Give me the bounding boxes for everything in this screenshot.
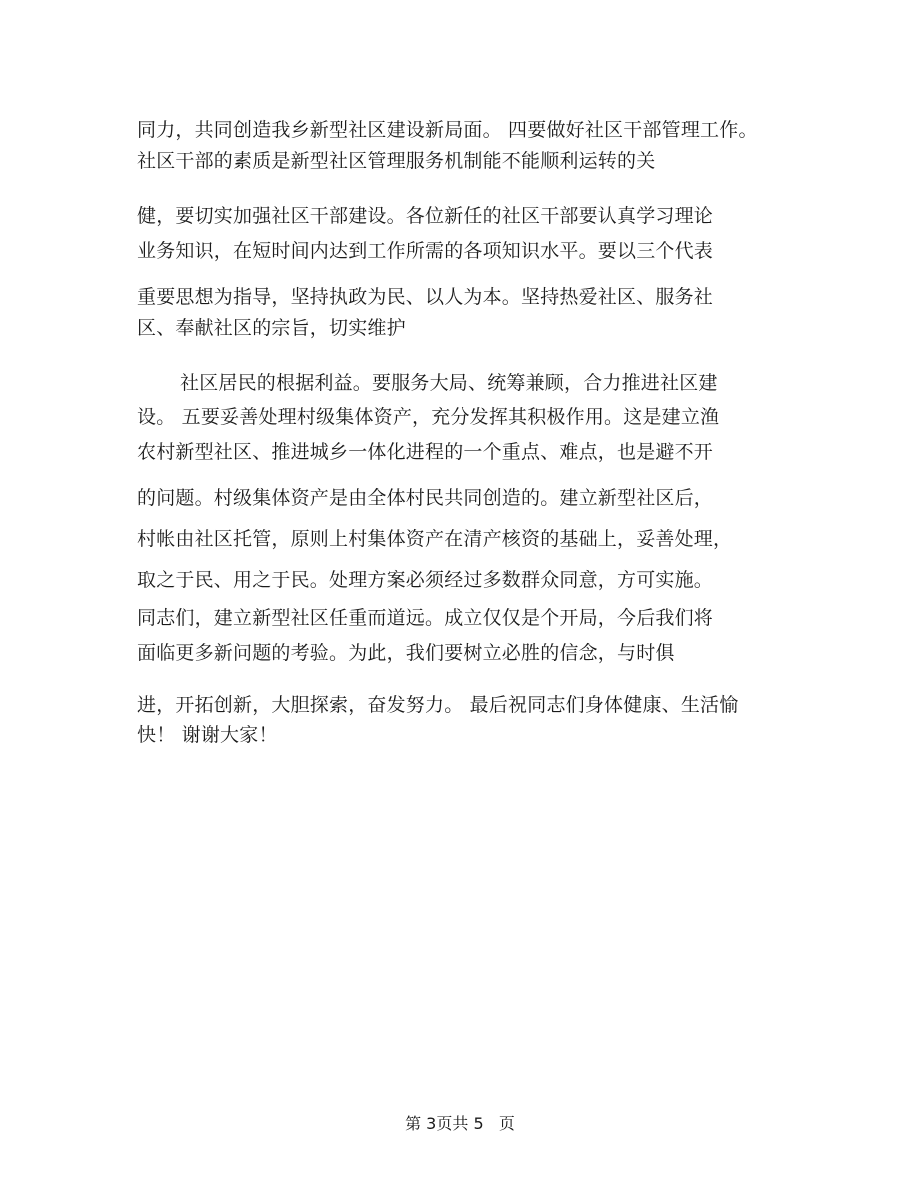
paragraph-line: 农村新型社区、推进城乡一体化进程的一个重点、难点，也是避不开: [137, 441, 714, 463]
paragraph-line: 业务知识，在短时间内达到工作所需的各项知识水平。要以三个代表: [137, 240, 714, 262]
paragraph-line: 同力，共同创造我乡新型社区建设新局面。 四要做好社区干部管理工作。: [137, 119, 758, 141]
page-number-footer: 第 3页共 5 页: [405, 1114, 515, 1133]
paragraph-line: 社区居民的根据利益。要服务大局、统筹兼顾，合力推进社区建: [180, 372, 718, 394]
paragraph-line: 社区干部的素质是新型社区管理服务机制能不能顺利运转的关: [137, 150, 656, 172]
paragraph-line: 的问题。村级集体资产是由全体村民共同创造的。建立新型社区后，: [137, 487, 714, 509]
paragraph-line: 快！ 谢谢大家！: [137, 724, 278, 746]
paragraph-line: 进，开拓创新，大胆探索，奋发努力。 最后祝同志们身体健康、生活愉: [137, 694, 739, 716]
paragraph-line: 健，要切实加强社区干部建设。各位新任的社区干部要认真学习理论: [137, 205, 714, 227]
paragraph-line: 取之于民、用之于民。处理方案必须经过多数群众同意，方可实施。: [137, 569, 714, 591]
paragraph-line: 面临更多新问题的考验。为此，我们要树立必胜的信念，与时俱: [137, 642, 675, 664]
paragraph-line: 村帐由社区托管，原则上村集体资产在清产核资的基础上，妥善处理，: [137, 528, 733, 550]
paragraph-line: 重要思想为指导，坚持执政为民、以人为本。坚持热爱社区、服务社: [137, 286, 714, 308]
paragraph-line: 设。 五要妥善处理村级集体资产，充分发挥其积极作用。这是建立渔: [137, 406, 720, 428]
paragraph-line: 区、奉献社区的宗旨，切实维护: [137, 317, 406, 339]
paragraph-line: 同志们，建立新型社区任重而道远。成立仅仅是个开局，今后我们将: [137, 607, 714, 629]
